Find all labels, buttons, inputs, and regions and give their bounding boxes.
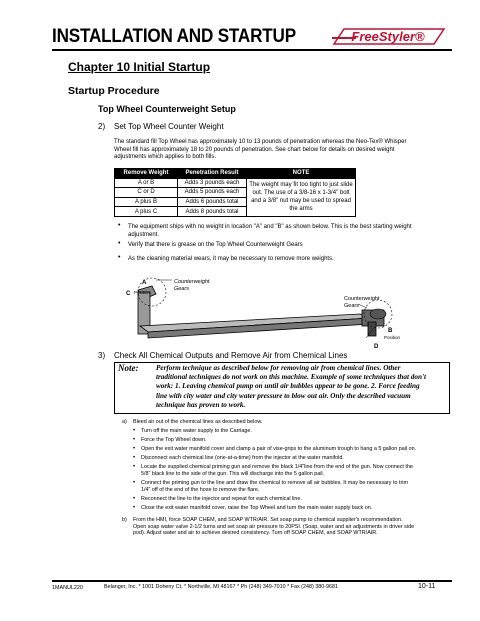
label-gears-2: Counterweight bbox=[344, 296, 380, 302]
weight-table bbox=[114, 168, 356, 217]
chapter-title: Chapter 10 Initial Startup bbox=[68, 60, 211, 74]
step-3-number: 3) bbox=[98, 351, 106, 360]
subsection-title: Top Wheel Counterweight Setup bbox=[98, 104, 236, 114]
table-header: Remove Weight bbox=[115, 169, 178, 179]
table-header: Penetration Result bbox=[178, 169, 247, 179]
note-label: Note: bbox=[118, 363, 139, 373]
table-row: A plus C Adds 8 pounds total bbox=[115, 207, 356, 217]
label-position-2: Position bbox=[384, 335, 401, 340]
sub-b-label: b) bbox=[122, 517, 127, 523]
label-d: D bbox=[374, 344, 379, 350]
table-note: The weight may fit too tight to just slide out. The use of a 3/8-16 x 1-3/4" bolt and a 3/8" nut may be used to spread the arms bbox=[247, 178, 356, 216]
label-gears-1b: Gears bbox=[174, 286, 189, 292]
label-gears-2b: Gears bbox=[344, 303, 359, 309]
footer-address: Belanger, Inc. * 1001 Doheny Ct. * Northville, MI 48167 * Ph (248) 349-7010 * Fax (248) 380-9681 bbox=[104, 584, 339, 590]
step-2-title: Set Top Wheel Counter Weight bbox=[114, 122, 224, 131]
page-number: 10-11 bbox=[418, 583, 436, 590]
list-item: The equipment ships with no weight in location "A" and "B" as shown below. This is the best starting weight adjustment. bbox=[128, 224, 412, 238]
sub-b-text: From the HMI, force SOAP CHEM, and SOAP WTR/AIR. Set soap pump to chemical supplier's recommendation. Open soap water valve 2-1/2 turns and set soap air pressure to 20PSI. (Soap, water and air adjustments in driver side pod). Adjust water and air to achieve desired consistency. Turn off SOAP CHEM, and SOAP WTR/AIR. bbox=[133, 517, 415, 537]
table-row: A or B Adds 3 pounds each The weight may fit too tight to just slide out. The use of a 3/8-16 x 1-3/4" bolt and a 3/8" nut may be used to spread the arms bbox=[115, 178, 356, 188]
intro-paragraph: The standard fill Top Wheel has approximately 10 to 13 pounds of penetration whereas the Neo-Tex® Whisper Wheel fill has approximately 18 to 20 pounds of penetration. See chart below for details on desired weight adjustments which applies to both fills. bbox=[114, 139, 407, 161]
list-item: Turn off the main water supply to the Carriage. bbox=[141, 428, 252, 434]
label-b: B bbox=[388, 328, 393, 334]
step-2-number: 2) bbox=[98, 122, 106, 131]
sub-a-label: a) bbox=[122, 419, 127, 425]
step-3-title: Check All Chemical Outputs and Remove Air from Chemical Lines bbox=[114, 351, 348, 360]
table-header: NOTE bbox=[247, 169, 356, 179]
list-item: Verify that there is grease on the Top Wheel Counterweight Gears bbox=[128, 242, 303, 248]
list-item: Locate the supplied chemical priming gun and remove the black 1/4"line from the end of the gun. Now connect the 5/8" black line to the side of the gun. This will discharge into the 5 gallon pail. bbox=[141, 464, 413, 477]
list-item: Close the exit water manifold cover, raise the Top Wheel and turn the main water supply back on. bbox=[141, 505, 373, 511]
table-row: C or D Adds 5 pounds each bbox=[115, 188, 356, 198]
page-header-title: INSTALLATION AND STARTUP bbox=[52, 26, 296, 47]
list-item: Force the Top Wheel down. bbox=[141, 437, 207, 443]
label-c: C bbox=[126, 291, 131, 297]
list-item: Connect the priming gun to the line and draw the chemical to remove all air bubbles. It may be necessary to trim 1/4" off of the end of the hose to remove the flare. bbox=[141, 480, 408, 493]
counterweight-diagram bbox=[112, 274, 412, 350]
list-item: Open the exit water manifold cover and clamp a pair of vise-grips to the aluminum trough to hang a 5 gallon pail on. bbox=[141, 446, 417, 452]
list-item: Disconnect each chemical line (one-at-a-time) from the injector at the water manifold. bbox=[141, 455, 344, 461]
sub-a-text: Bleed air out of the chemical lines as described below. bbox=[133, 419, 263, 425]
section-title: Startup Procedure bbox=[68, 85, 160, 97]
note-text: Perform technique as described below for removing air from chemical lines. Other traditional techniques do not work on this machine. Example of some techniques that don't work: 1. Leaving chemical pump on until air bubbles appear to be gone. 2. Force feeding line with city water and city water pressure to blow out air. Only the described vacuum technique has proven to work. bbox=[156, 364, 426, 409]
header-rule bbox=[52, 49, 452, 51]
freestyler-logo bbox=[330, 24, 448, 50]
footer-rule bbox=[52, 580, 452, 582]
label-position-1: Position bbox=[134, 290, 151, 295]
footer-code: 1MANUL220 bbox=[52, 585, 83, 591]
list-item: Reconnect the line to the injector and repeat for each chemical line. bbox=[141, 496, 302, 502]
table-row: A plus B Adds 6 pounds total bbox=[115, 197, 356, 207]
logo-text: FreeStyler® bbox=[351, 29, 425, 44]
label-a: A bbox=[142, 280, 147, 286]
label-gears-1: Counterweight bbox=[174, 279, 210, 285]
list-item: As the cleaning material wears, it may be necessary to remove more weights. bbox=[128, 256, 334, 262]
